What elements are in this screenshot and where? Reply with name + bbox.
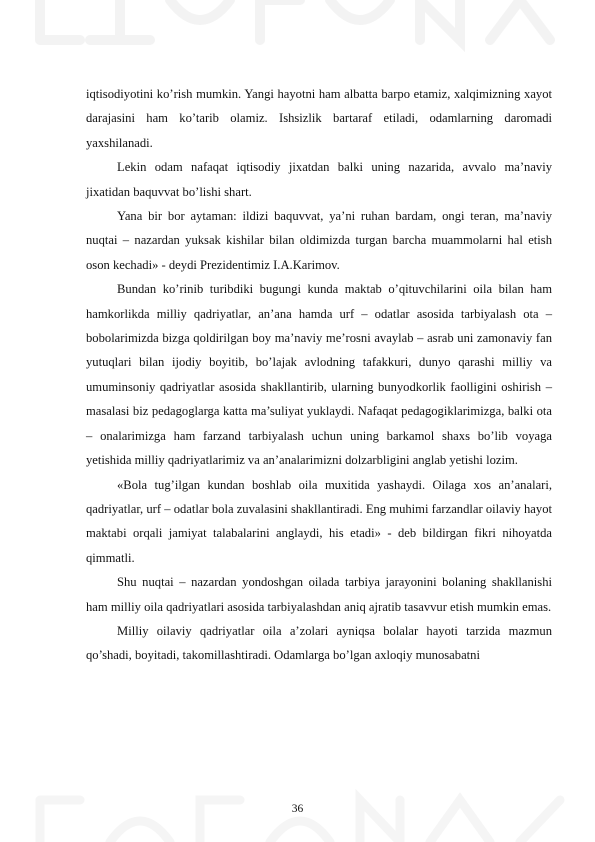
- paragraph: «Bola tug’ilgan kundan boshlab oila muxitida yashaydi. Oilaga xos an’analari, qadriyatlar, urf – odatlar bola zuvalasini shakllantiradi. Eng muhimi farzandlar oilaviy hayot maktabi orqali jamiyat talabalarini anglaydi, his etadi» - deb bildirgan fikri nihoyatda qimmatli.: [86, 477, 552, 565]
- paragraph: iqtisodiyotini ko’rish mumkin. Yangi hayotni ham albatta barpo etamiz, xalqimizning xayot darajasini ham ko’tarib olamiz. Ishsizlik bartaraf etiladi, odamlarning daromadi yaxshilanadi.: [86, 87, 552, 150]
- paragraph: Yana bir bor aytaman: ildizi baquvvat, ya’ni ruhan bardam, ongi teran, ma’naviy nuqtai – nazardan yuksak kishilar bilan oldimizda turgan barcha muammolarni hal etish oson kechadi» - deydi Prezidentimiz I.A.Karimov.: [86, 209, 552, 272]
- paragraph: Bundan ko’rinib turibdiki bugungi kunda maktab o’qituvchilarini oila bilan ham hamkorlikda milliy qadriyatlar, an’ana hamda urf – odatlar asosida tarbiyalash ota – bobolarimizda bizga qoldirilgan boy ma’naviy me’rosni avaylab – asrab uni zamonaviy fan yutuqlari bilan ijodiy boyitib, bo’lajak avlodning tafakkuri, dunyo qarashi milliy va umuminsoniy qadriyatlar asosida shakllantirib, ularning bunyodkorlik faolligini oshirish – masalasi biz pedagoglarga katta ma’suliyat yuklaydi. Nafaqat pedagogiklarimizga, balki ota – onalarimizga ham farzand tarbiyalash uchun uning barkamol shaxs bo’lib voyaga yetishida milliy qadriyatlarimiz va an’analarimizni dolzarbligini anglab yetishi lozim.: [86, 282, 552, 468]
- paragraph: Milliy oilaviy qadriyatlar oila a’zolari ayniqsa bolalar hayoti tarzida mazmun qo’shadi, boyitadi, takomillashtiradi. Odamlarga bo’lgan axloqiy munosabatni: [86, 623, 552, 663]
- page-number: 36: [291, 803, 304, 815]
- paragraph: Lekin odam nafaqat iqtisodiy jixatdan balki uning nazarida, avvalo ma’naviy jixatidan baquvvat bo’lishi shart.: [86, 160, 552, 199]
- paragraph: Shu nuqtai – nazardan yondoshgan oilada tarbiya jarayonini bolaning shakllanishi ham milliy oila qadriyatlari asosida tarbiyalashdan aniq ajratib tasavvur etish mumkin emas.: [86, 575, 552, 614]
- document-body: [86, 82, 552, 668]
